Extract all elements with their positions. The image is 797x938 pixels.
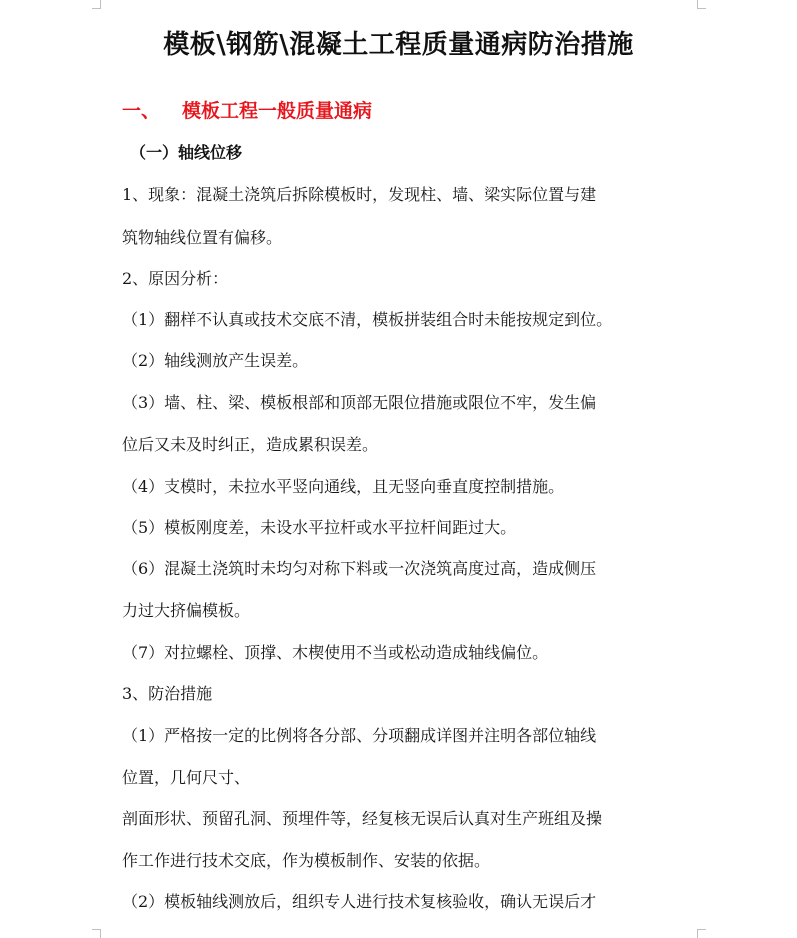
crop-mark-top-left-v	[100, 0, 101, 8]
paragraph-line: 位置，几何尺寸、	[122, 768, 251, 787]
section-heading-text: 模板工程一般质量通病	[182, 100, 373, 122]
crop-mark-top-right-v	[697, 0, 698, 8]
crop-mark-top-left-h	[92, 8, 101, 9]
crop-mark-bottom-right-h	[697, 929, 706, 930]
paragraph-line: （1）严格按一定的比例将各分部、分项翻成详图并注明各部位轴线	[122, 726, 597, 745]
crop-mark-bottom-left-v	[100, 929, 101, 938]
section-number: 一、	[122, 100, 161, 122]
paragraph-line: （2）轴线测放产生误差。	[122, 351, 309, 370]
document-title: 模板\钢筋\混凝土工程质量通病防治措施	[163, 30, 634, 60]
paragraph-line: 1、现象：混凝土浇筑后拆除模板时，发现柱、墙、梁实际位置与建	[122, 185, 597, 204]
crop-mark-bottom-right-v	[697, 929, 698, 938]
paragraph-line: （1）翻样不认真或技术交底不清，模板拼装组合时未能按规定到位。	[122, 310, 613, 329]
paragraph-line: （5）模板刚度差，未设水平拉杆或水平拉杆间距过大。	[122, 518, 517, 537]
paragraph-line: （7）对拉螺栓、顶撑、木楔使用不当或松动造成轴线偏位。	[122, 643, 549, 662]
paragraph-line: （3）墙、柱、梁、模板根部和顶部无限位措施或限位不牢，发生偏	[122, 393, 597, 412]
paragraph-line: 3、防治措施	[122, 684, 213, 703]
paragraph-line: 位后又未及时纠正，造成累积误差。	[122, 435, 379, 454]
section-heading	[122, 96, 372, 123]
crop-mark-top-right-h	[697, 8, 706, 9]
subsection-heading: （一）轴线位移	[130, 143, 243, 162]
paragraph-line: （2）模板轴线测放后，组织专人进行技术复核验收，确认无误后才	[122, 892, 597, 911]
paragraph-line: 2、原因分析：	[122, 269, 229, 288]
paragraph-line: 剖面形状、预留孔洞、预埋件等，经复核无误后认真对生产班组及操	[122, 809, 603, 828]
paragraph-line: 筑物轴线位置有偏移。	[122, 228, 283, 247]
paragraph-line: 力过大挤偏模板。	[122, 601, 251, 620]
paragraph-line: 作工作进行技术交底，作为模板制作、安装的依据。	[122, 851, 491, 870]
paragraph-line: （4）支模时，未拉水平竖向通线，且无竖向垂直度控制措施。	[122, 477, 565, 496]
paragraph-line: （6）混凝土浇筑时未均匀对称下料或一次浇筑高度过高，造成侧压	[122, 559, 597, 578]
